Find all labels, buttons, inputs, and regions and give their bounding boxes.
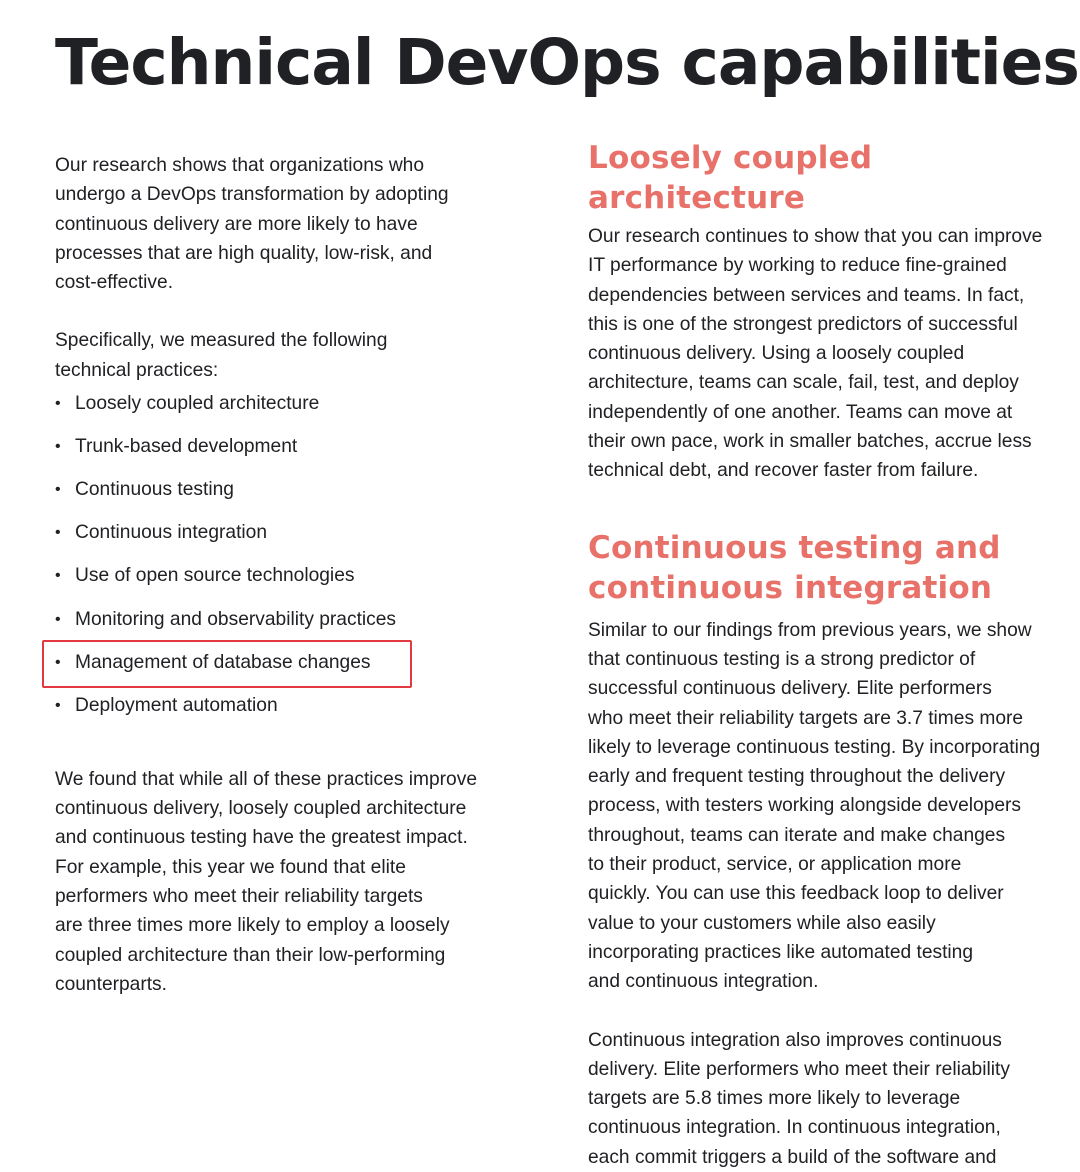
highlight-box bbox=[42, 640, 412, 688]
findings-line: continuous delivery, loosely coupled architecture bbox=[55, 798, 467, 820]
list-item-label: Trunk-based development bbox=[75, 436, 298, 458]
right-column bbox=[588, 138, 1058, 1172]
list-item-label: Continuous integration bbox=[75, 522, 268, 544]
bullet-glyph: • bbox=[55, 524, 61, 542]
paragraph-line: quickly. You can use this feedback loop to deliver bbox=[588, 883, 1004, 905]
intro-line: cost-effective. bbox=[55, 272, 174, 294]
section-heading-loosely-coupled: Loosely coupled architecture bbox=[588, 140, 873, 216]
findings-line: For example, this year we found that elite bbox=[55, 856, 406, 878]
loosely-coupled-paragraph bbox=[588, 222, 1058, 486]
findings-line: are three times more likely to employ a loosely bbox=[55, 915, 450, 937]
paragraph-line: who meet their reliability targets are 3.7 times more bbox=[588, 707, 1024, 729]
page-title: Technical DevOps capabilities bbox=[55, 26, 1079, 99]
bullet-glyph: • bbox=[55, 395, 61, 413]
paragraph-line: targets are 5.8 times more likely to leverage bbox=[588, 1088, 961, 1110]
intro-line: undergo a DevOps transformation by adopting bbox=[55, 184, 449, 206]
bullet-glyph: • bbox=[55, 653, 61, 671]
list-item bbox=[55, 691, 515, 734]
bullet-glyph: • bbox=[55, 438, 61, 456]
paragraph-line: process, with testers working alongside developers bbox=[588, 795, 1022, 817]
list-item-label: Continuous testing bbox=[75, 479, 234, 501]
paragraph-line: successful continuous delivery. Elite performers bbox=[588, 678, 992, 700]
bullet-glyph: • bbox=[55, 481, 61, 499]
heading-line: Continuous testing and bbox=[588, 529, 1001, 566]
practices-intro-line: technical practices: bbox=[55, 359, 219, 381]
findings-line: coupled architecture than their low-performing bbox=[55, 944, 446, 966]
list-item-label: Monitoring and observability practices bbox=[75, 608, 397, 630]
paragraph-line: throughout, teams can iterate and make changes bbox=[588, 824, 1006, 846]
paragraph-line: independently of one another. Teams can move at bbox=[588, 401, 1013, 423]
continuous-testing-paragraph bbox=[588, 616, 1058, 997]
paragraph-line: this is one of the strongest predictors of successful bbox=[588, 313, 1018, 335]
findings-paragraph bbox=[55, 765, 515, 999]
intro-paragraph bbox=[55, 151, 515, 297]
paragraph-line: Similar to our findings from previous years, we show bbox=[588, 619, 1032, 641]
list-item bbox=[55, 389, 515, 432]
paragraph-line: likely to leverage continuous testing. By incorporating bbox=[588, 736, 1041, 758]
list-item-label: Management of database changes bbox=[75, 651, 371, 673]
bullet-glyph: • bbox=[55, 567, 61, 585]
paragraph-line: each commit triggers a build of the software and bbox=[588, 1146, 997, 1168]
paragraph-line: and continuous integration. bbox=[588, 971, 819, 993]
practices-intro-line: Specifically, we measured the following bbox=[55, 330, 388, 352]
paragraph-line: incorporating practices like automated testing bbox=[588, 941, 974, 963]
continuous-integration-paragraph bbox=[588, 1026, 1058, 1172]
section-heading-continuous-testing bbox=[588, 528, 1058, 608]
left-column bbox=[55, 151, 515, 999]
list-item bbox=[55, 518, 515, 561]
paragraph-line: that continuous testing is a strong predictor of bbox=[588, 648, 976, 670]
paragraph-line: Continuous integration also improves continuous bbox=[588, 1029, 1002, 1051]
list-item-label: Use of open source technologies bbox=[75, 565, 355, 587]
paragraph-line: IT performance by working to reduce fine-grained bbox=[588, 255, 1007, 277]
list-item bbox=[55, 561, 515, 604]
list-item-label: Deployment automation bbox=[75, 694, 278, 716]
intro-line: continuous delivery are more likely to have bbox=[55, 213, 418, 235]
list-item-label: Loosely coupled architecture bbox=[75, 393, 320, 415]
paragraph-line: their own pace, work in smaller batches, accrue less bbox=[588, 431, 1032, 453]
intro-line: Our research shows that organizations who bbox=[55, 155, 425, 176]
bullet-glyph: • bbox=[55, 696, 61, 714]
findings-line: counterparts. bbox=[55, 973, 167, 995]
paragraph-line: early and frequent testing throughout the delivery bbox=[588, 766, 1006, 788]
paragraph-line: to their product, service, or application more bbox=[588, 854, 962, 876]
paragraph-line: architecture, teams can scale, fail, test, and deploy bbox=[588, 372, 1019, 394]
findings-line: We found that while all of these practices improve bbox=[55, 768, 477, 790]
findings-line: and continuous testing have the greatest impact. bbox=[55, 827, 468, 849]
heading-line: continuous integration bbox=[588, 569, 993, 606]
findings-line: performers who meet their reliability targets bbox=[55, 886, 423, 908]
bullet-glyph: • bbox=[55, 610, 61, 628]
list-item bbox=[55, 432, 515, 475]
paragraph-line: dependencies between services and teams. In fact, bbox=[588, 284, 1025, 306]
paragraph-line: delivery. Elite performers who meet their reliability bbox=[588, 1058, 1010, 1080]
practices-intro-paragraph bbox=[55, 326, 515, 385]
paragraph-line: technical debt, and recover faster from failure. bbox=[588, 460, 979, 482]
paragraph-line: value to your customers while also easily bbox=[588, 912, 936, 934]
paragraph-line: continuous integration. In continuous integration, bbox=[588, 1117, 1001, 1139]
list-item bbox=[55, 475, 515, 518]
paragraph-line: Our research continues to show that you can improve bbox=[588, 226, 1043, 247]
paragraph-line: continuous delivery. Using a loosely coupled bbox=[588, 343, 965, 365]
intro-line: processes that are high quality, low-risk, and bbox=[55, 242, 433, 264]
